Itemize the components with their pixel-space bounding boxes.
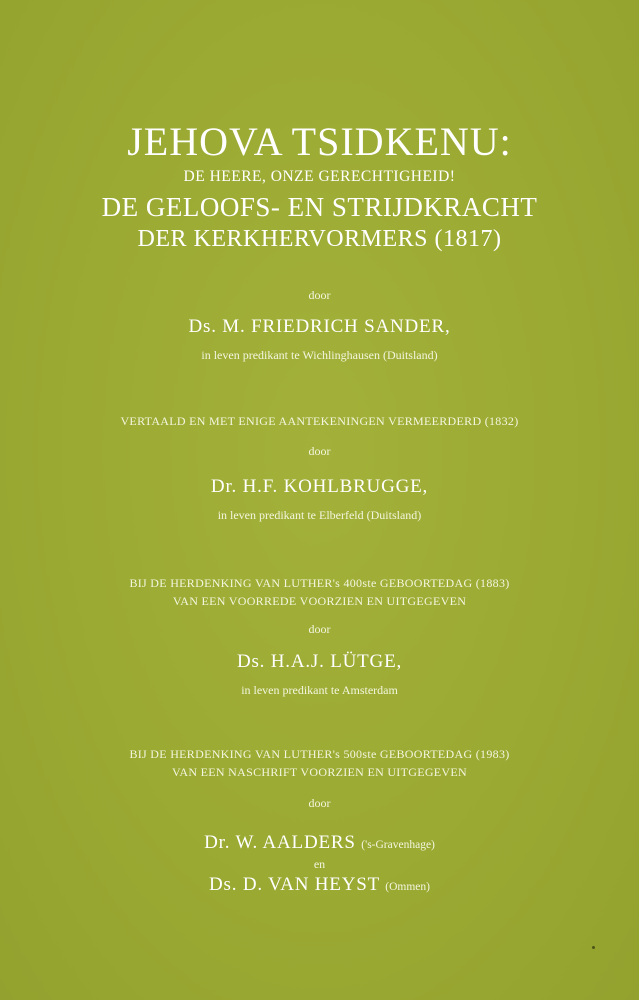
author-sander: Ds. M. FRIEDRICH SANDER,	[188, 316, 451, 337]
door-label-1: door	[308, 288, 331, 302]
author-kohlbrugge-description: in leven predikant te Elberfeld (Duitsland)	[217, 508, 422, 522]
author-kohlbrugge: Dr. H.F. KOHLBRUGGE,	[210, 476, 429, 497]
author-aalders: Dr. W. AALDERS	[204, 832, 356, 853]
title-line-4: DER KERKHERVORMERS (1817)	[137, 226, 502, 252]
occasion-2-line-2: VAN EEN NASCHRIFT VOORZIEN EN UITGEGEVEN	[172, 765, 467, 779]
occasion-1-line-2: VAN EEN VOORREDE VOORZIEN EN UITGEGEVEN	[172, 594, 467, 608]
title-line-3: DE GELOOFS- EN STRIJDKRACHT	[101, 192, 538, 222]
author-aalders-place: ('s-Gravenhage)	[361, 839, 435, 851]
title-subtitle: DE HEERE, ONZE GERECHTIGHEID!	[183, 168, 456, 185]
door-label-3: door	[308, 622, 331, 636]
translation-note: VERTAALD EN MET ENIGE AANTEKENINGEN VERMEERDERD (1832)	[120, 414, 519, 428]
author-van-heyst-place: (Ommen)	[385, 881, 430, 893]
author-lutge: Ds. H.A.J. LÜTGE,	[236, 651, 403, 672]
author-lutge-description: in leven predikant te Amsterdam	[241, 683, 398, 697]
door-label-4: door	[308, 796, 331, 810]
author-van-heyst-line	[0, 874, 639, 896]
print-speck	[592, 946, 595, 949]
author-aalders-line	[0, 832, 639, 854]
en-label: en	[313, 857, 326, 871]
door-label-2: door	[308, 444, 331, 458]
occasion-1-line-1: BIJ DE HERDENKING VAN LUTHER's 400ste GEBOORTEDAG (1883)	[129, 576, 510, 590]
title-main: JEHOVA TSIDKENU:	[127, 119, 512, 164]
author-van-heyst: Ds. D. VAN HEYST	[209, 874, 380, 895]
occasion-2-line-1: BIJ DE HERDENKING VAN LUTHER's 500ste GEBOORTEDAG (1983)	[129, 747, 510, 761]
author-sander-description: in leven predikant te Wichlinghausen (Duitsland)	[201, 348, 438, 362]
